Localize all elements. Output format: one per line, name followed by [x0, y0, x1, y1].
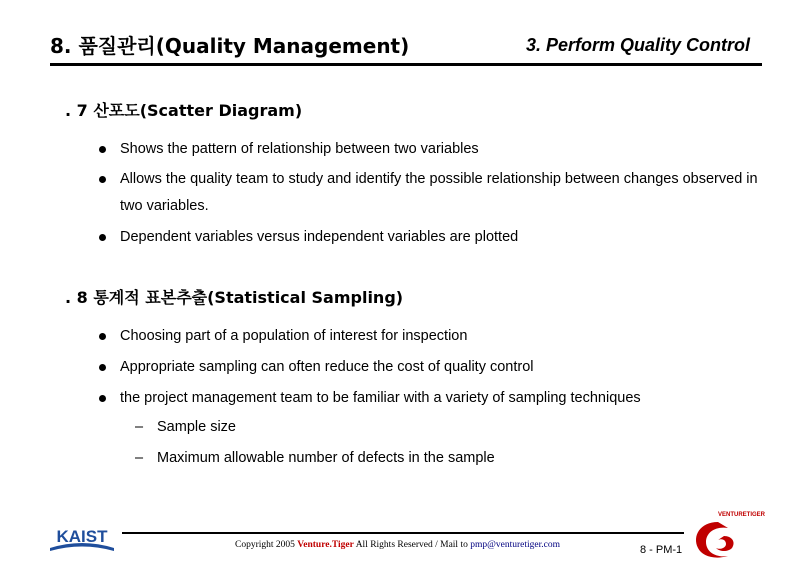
section-heading: . 7 산포도(Scatter Diagram): [65, 101, 303, 120]
sub-list: [65, 412, 760, 474]
copyright-middle: All Rights Reserved / Mail to: [353, 540, 471, 550]
sub-item: – Sample size: [65, 412, 760, 443]
bullet-item: Appropriate sampling can often reduce the cost of quality control: [65, 354, 760, 381]
footer-divider: [122, 532, 684, 534]
bullet-item: Dependent variables versus independent variables are plotted: [65, 224, 760, 251]
brand-name: Venture.Tiger: [297, 540, 354, 550]
bullet-item: the project management team to be familiar with a variety of sampling techniques: [65, 385, 760, 412]
sub-item: – Maximum allowable number of defects in the sample: [65, 443, 760, 474]
copyright-text: [235, 540, 560, 550]
venturetiger-logo-text: VENTURETIGER: [718, 512, 766, 518]
kaist-logo-mark: [48, 524, 116, 552]
page-subtitle: 3. Perform Quality Control: [525, 35, 750, 55]
page-title: 8. 품질관리(Quality Management): [50, 34, 410, 58]
contact-email: pmp@venturetiger.com: [470, 540, 560, 550]
section-statistical-sampling: [65, 285, 760, 474]
copyright-prefix: Copyright 2005: [235, 540, 298, 550]
header-divider: [50, 63, 762, 66]
bullet-item: Allows the quality team to study and identify the possible relationship between changes observed in two variables.: [65, 166, 760, 220]
venturetiger-logo: [688, 514, 748, 571]
bullet-item: Choosing part of a population of interest for inspection: [65, 323, 760, 350]
page-number: 8 - PM-1: [640, 544, 683, 556]
section-heading: . 8 통계적 표본추출(Statistical Sampling): [65, 288, 404, 307]
section-scatter-diagram: [65, 98, 760, 251]
venturetiger-swirl-icon: [688, 514, 748, 566]
kaist-logo: [48, 524, 116, 557]
bullet-list: [65, 323, 760, 412]
bullet-item: Shows the pattern of relationship between two variables: [65, 136, 760, 163]
kaist-logo-text: KAIST: [56, 527, 108, 546]
bullet-list: [65, 136, 760, 251]
